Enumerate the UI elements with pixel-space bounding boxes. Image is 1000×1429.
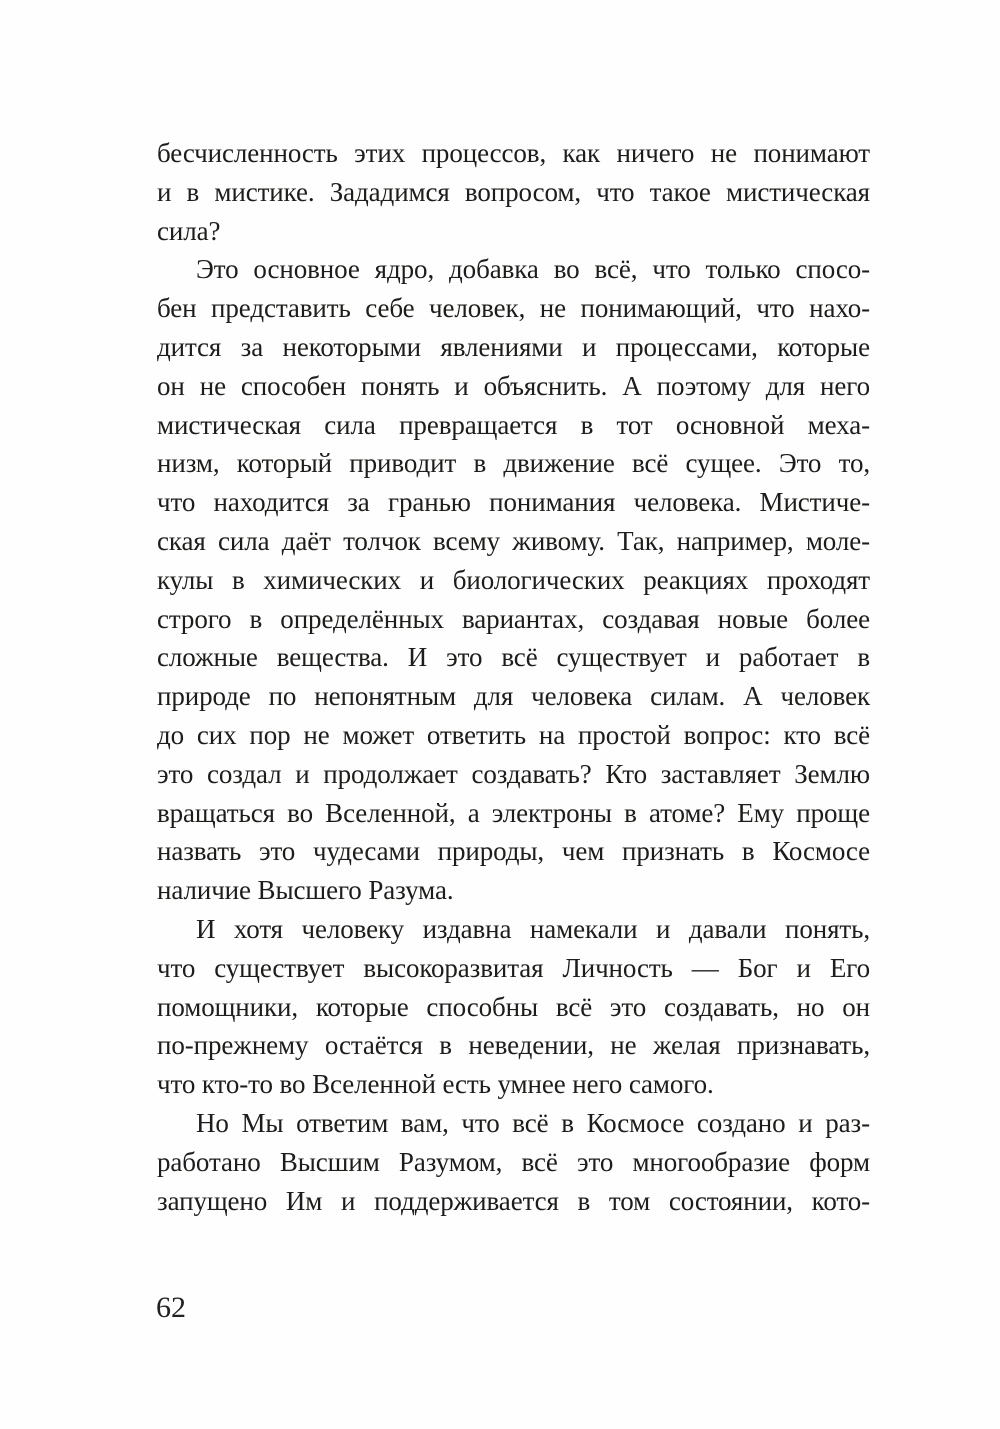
text-line: что кто-то во Вселенной есть умнее него самого. xyxy=(157,1069,714,1100)
paragraph-3 xyxy=(157,910,870,1104)
text-line: он не способен понять и объяснить. А поэтому для него xyxy=(157,370,870,401)
text-line: кулы в химических и биологических реакциях проходят xyxy=(157,564,870,595)
text-block xyxy=(157,134,870,1220)
text-line: что существует высокоразвитая Личность — Бог и Его xyxy=(157,952,870,983)
paragraph-2 xyxy=(157,250,870,910)
text-line: помощники, которые способны всё это создавать, но он xyxy=(157,991,870,1022)
text-line: низм, который приводит в движение всё сущее. Это то, xyxy=(157,448,870,479)
text-line: назвать это чудесами природы, чем признать в Космосе xyxy=(157,836,870,867)
text-line: по-прежнему остаётся в неведении, не желая признавать, xyxy=(157,1030,870,1061)
paragraph-1 xyxy=(157,134,870,250)
text-line: Это основное ядро, добавка во всё, что только спосо- xyxy=(196,254,870,285)
page-number: 62 xyxy=(156,1291,186,1324)
text-line: бен представить себе человек, не понимающий, что нахо- xyxy=(157,293,870,324)
text-line: И хотя человеку издавна намекали и давали понять, xyxy=(196,913,870,944)
text-line: это создал и продолжает создавать? Кто заставляет Землю xyxy=(157,758,870,789)
text-line: работано Высшим Разумом, всё это многообразие форм xyxy=(157,1146,870,1177)
text-line: что находится за гранью понимания человека. Мистиче- xyxy=(157,487,870,518)
text-line: вращаться во Вселенной, а электроны в атоме? Ему проще xyxy=(157,797,870,828)
text-line: наличие Высшего Разума. xyxy=(157,875,454,906)
text-line: бесчисленность этих процессов, как ничего не понимают xyxy=(157,138,870,168)
text-line: строго в определённых вариантах, создавая новые более xyxy=(157,603,870,634)
text-line: сила? xyxy=(157,215,221,246)
text-line: мистическая сила превращается в тот основной меха- xyxy=(157,409,870,440)
text-line: природе по непонятным для человека силам. А человек xyxy=(157,681,870,712)
text-line: дится за некоторыми явлениями и процессами, которые xyxy=(157,331,870,362)
text-line: сложные вещества. И это всё существует и работает в xyxy=(157,642,870,673)
text-line: запущено Им и поддерживается в том состоянии, кото- xyxy=(157,1185,870,1216)
text-line: до сих пор не может ответить на простой вопрос: кто всё xyxy=(157,719,870,750)
text-line: ская сила даёт толчок всему живому. Так, например, моле- xyxy=(157,525,870,556)
paragraph-4 xyxy=(157,1104,870,1220)
text-line: и в мистике. Зададимся вопросом, что такое мистическая xyxy=(157,176,870,207)
text-line: Но Мы ответим вам, что всё в Космосе создано и раз- xyxy=(196,1107,870,1138)
